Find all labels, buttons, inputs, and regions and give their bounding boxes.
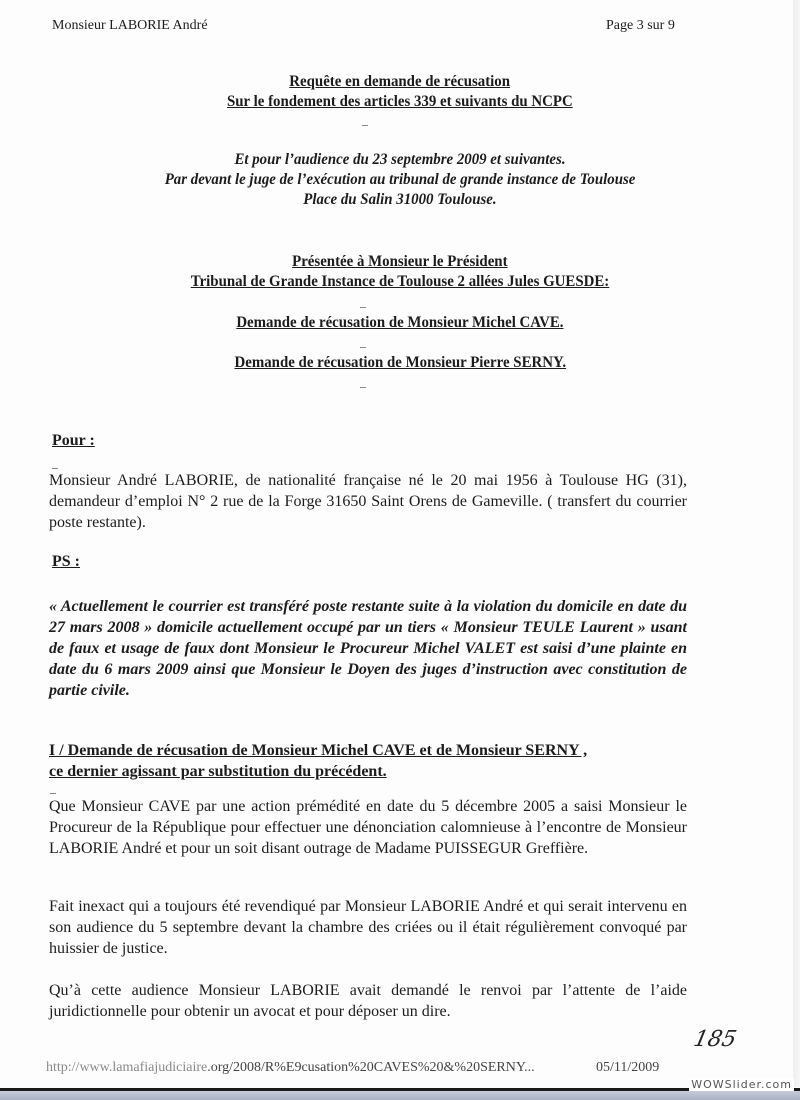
hearing-line-3: Place du Salin 31000 Toulouse. xyxy=(303,191,497,208)
request-line: Demande de récusation de Monsieur Michel CAVE. xyxy=(236,314,564,331)
pour-label: Pour : xyxy=(52,432,95,449)
addressee-block xyxy=(0,252,800,292)
paragraph: Qu’à cette audience Monsieur LABORIE avait demandé le renvoi par l’attente de l’aide juridictionnelle pour obtenir un avocat et pour déposer un dire. xyxy=(49,982,687,1020)
hearing-line-2: Par devant le juge de l’exécution au tribunal de grande instance de Toulouse xyxy=(164,171,636,188)
viewer-bottom-band xyxy=(0,1091,800,1100)
separator-dash xyxy=(52,468,58,469)
section-heading-line-1: I / Demande de récusation de Monsieur Michel CAVE et de Monsieur SERNY , xyxy=(49,742,588,759)
pour-text: Monsieur André LABORIE, de nationalité française né le 20 mai 1956 à Toulouse HG (31), demandeur d’emploi N° 2 rue de la Forge 31650 Saint Orens de Gameville. ( transfert du courrier poste restante). xyxy=(49,472,687,531)
separator-dash xyxy=(360,347,366,348)
footer-date: 05/11/2009 xyxy=(596,1060,660,1075)
watermark: WOWSlider.com xyxy=(691,1078,792,1091)
handwritten-page-number: 185 xyxy=(691,1027,739,1052)
ps-text: « Actuellement le courrier est transféré poste restante suite à la violation du domicile en date du 27 mars 2008 » domicile actuellement occupé par un tiers « Monsieur TEULE Laurent » usant de faux et usage de faux dont Monsieur le Procureur Michel VALET est saisi d’une plainte en date du 6 mars 2009 ainsi que Monsieur le Doyen des juges d’instruction avec constitution de partie civile. xyxy=(49,598,687,699)
document-title xyxy=(0,72,800,112)
header-author: Monsieur LABORIE André xyxy=(52,18,208,33)
paragraph: Fait inexact qui a toujours été revendiqué par Monsieur LABORIE André et qui serait intervenu en son audience du 5 septembre devant la chambre des criées ou il était régulièrement convoqué par huissier de justice. xyxy=(49,898,687,957)
section-heading xyxy=(49,740,709,782)
ps-label: PS : xyxy=(52,553,80,570)
separator-dash xyxy=(362,125,368,126)
request-cave xyxy=(0,313,800,333)
section-heading-line-2: ce dernier agissant par substitution du précédent. xyxy=(49,763,387,780)
title-line-1: Requête en demande de récusation xyxy=(289,73,511,90)
request-serny xyxy=(0,353,800,373)
hearing-block xyxy=(0,150,800,210)
title-line-2: Sur le fondement des articles 339 et suivants du NCPC xyxy=(227,93,573,110)
hearing-line-1: Et pour l’audience du 23 septembre 2009 et suivantes. xyxy=(234,151,566,168)
footer-url[interactable] xyxy=(46,1060,535,1076)
separator-dash xyxy=(360,307,366,308)
addressee-line-2: Tribunal de Grande Instance de Toulouse 2 allées Jules GUESDE: xyxy=(190,273,610,290)
separator-dash xyxy=(360,387,366,388)
request-line: Demande de récusation de Monsieur Pierre SERNY. xyxy=(234,354,566,371)
separator-dash xyxy=(50,793,56,794)
footer-url-faded: http://www.lamafiajudiciaire xyxy=(46,1060,208,1075)
page-number: Page 3 sur 9 xyxy=(606,18,675,33)
paragraph: Que Monsieur CAVE par une action prémédité en date du 5 décembre 2005 a saisi Monsieur le Procureur de la République pour effectuer une dénonciation calomnieuse à l’encontre de Monsieur LABORIE André et pour un soit disant outrage de Madame PUISSEGUR Greffière. xyxy=(49,798,687,857)
footer-url-visible: .org/2008/R%E9cusation%20CAVES%20&%20SERNY... xyxy=(207,1060,535,1075)
addressee-line-1: Présentée à Monsieur le Président xyxy=(292,253,508,270)
